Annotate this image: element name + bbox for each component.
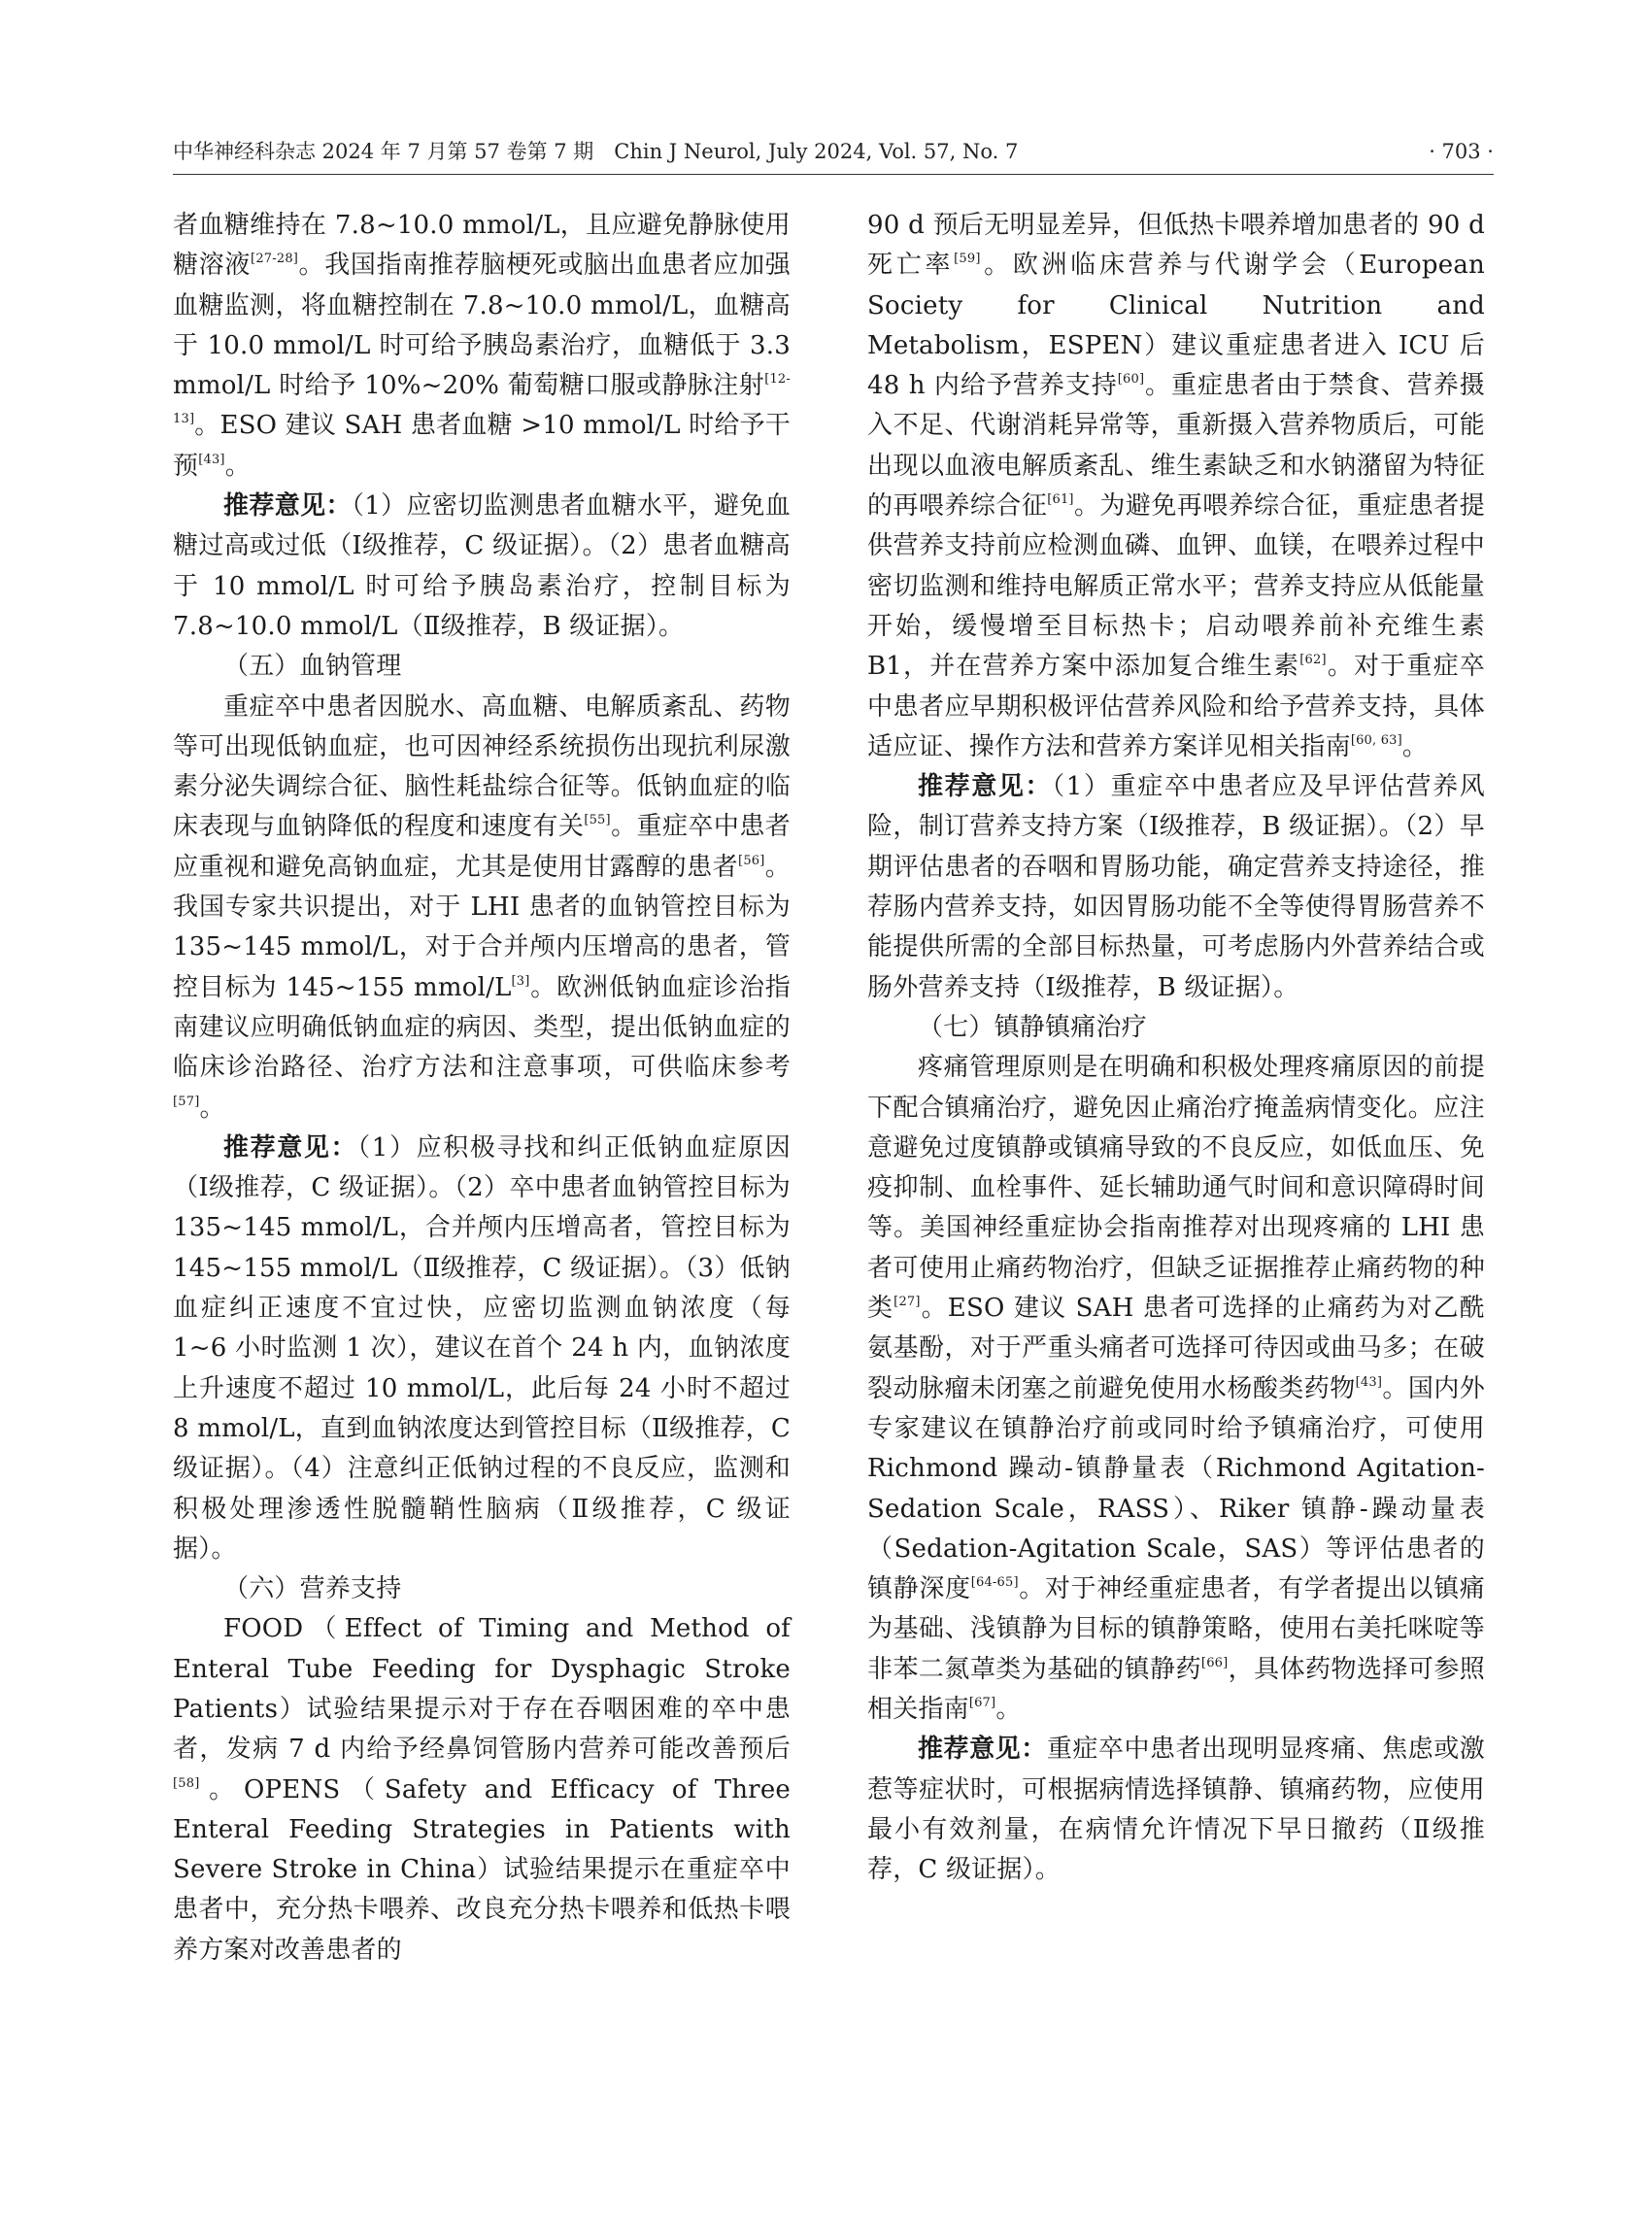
citation[interactable]: [57] (173, 1094, 200, 1109)
recommendation-label: 推荐意见： (223, 1132, 358, 1163)
recommendation-label: 推荐意见： (918, 772, 1053, 802)
section-heading-nutrition: （六）营养支持 (223, 1574, 402, 1604)
paragraph-glucose-tail: 者血糖维持在 7.8~10.0 mmol/L，且应避免静脉使用糖溶液[27-28]。我国指南推荐脑梗死或脑出血患者应加强血糖监测，将血糖控制在 7.8~10.0 mmol/L，血糖高于 10.0 mmol/L 时可给予胰岛素治疗，血糖低于 3.3 mmol/L 时给予 10%~20% 葡萄糖口服或静脉注射[12-13]。ESO 建议 SAH 患者血糖 >10 mmol/L 时给予干预[43]。 (173, 211, 791, 481)
recommendation-sodium: 推荐意见：（1）应积极寻找和纠正低钠血症原因（Ⅰ级推荐，C 级证据）。（2）卒中患者血钠管控目标为 135~145 mmol/L，合并颅内压增高者，管控目标为 145~155 mmol/L（Ⅱ级推荐，C 级证据）。（3）低钠血症纠正速度不宜过快，应密切监测血钠浓度（每 1~6 小时监测 1 次），建议在首个 24 h 内，血钠浓度上升速度不超过 10 mmol/L，此后每 24 小时不超过 8 mmol/L，直到血钠浓度达到管控目标（Ⅱ级推荐，C 级证据）。（4）注意纠正低钠过程的不良反应，监测和积极处理渗透性脱髓鞘性脑病（Ⅱ级推荐，C 级证据）。 (173, 1132, 791, 1564)
citation[interactable]: [3] (511, 973, 530, 989)
section-heading-sodium: （五）血钠管理 (223, 652, 402, 682)
citation[interactable]: [27-28] (251, 252, 299, 267)
paragraph-sodium: 重症卒中患者因脱水、高血糖、电解质紊乱、药物等可出现低钠血症，也可因神经系统损伤出现抗利尿激素分泌失调综合征、脑性耗盐综合征等。低钠血症的临床表现与血钠降低的程度和速度有关[55]。重症卒中患者应重视和避免高钠血症，尤其是使用甘露醇的患者[56]。我国专家共识提出，对于 LHI 患者的血钠管控目标为 135~145 mmol/L，对于合并颅内压增高的患者，管控目标为 145~155 mmol/L[3]。欧洲低钠血症诊治指南建议应明确低钠血症的病因、类型，提出低钠血症的临床诊治路径、治疗方法和注意事项，可供临床参考[57]。 (173, 691, 792, 1123)
paragraph-nutrition: FOOD（Effect of Timing and Method of Enteral Tube Feeding for Dysphagic Stroke Patients）试验结果提示对于存在吞咽困难的卒中患者，发病 7 d 内给予经鼻饲管肠内营养可能改善预后[58]。OPENS（Safety and Efficacy of Three Enteral Feeding Strategies in Patients with Severe Stroke in China）试验结果提示在重症卒中患者中，充分热卡喂养、改良充分热卡喂养和低热卡喂养方案对改善患者的 (173, 1614, 791, 1965)
citation[interactable]: [43] (1355, 1374, 1383, 1390)
right-column (867, 206, 1485, 1890)
citation[interactable]: [60] (1117, 372, 1145, 388)
journal-citation: 中华神经科杂志 2024 年 7 月第 57 卷第 7 期 Chin J Neurol, July 2024, Vol. 57, No. 7 (173, 140, 1019, 163)
citation[interactable]: [12-13] (173, 372, 791, 427)
citation[interactable]: [61] (1047, 492, 1074, 508)
section-heading-sedation: （七）镇静镇痛治疗 (918, 1012, 1147, 1042)
citation[interactable]: [56] (738, 853, 765, 868)
recommendation-nutrition: 推荐意见：（1）重症卒中患者应及早评估营养风险，制订营养支持方案（Ⅰ级推荐，B 级证据）。（2）早期评估患者的吞咽和胃肠功能，确定营养支持途径，推荐肠内营养支持，如因胃肠功能不全等使得胃肠营养不能提供所需的全部目标热量，可考虑肠内外营养结合或肠外营养支持（Ⅰ级推荐，B 级证据）。 (867, 772, 1485, 1002)
recommendation-sedation: 推荐意见：重症卒中患者出现明显疼痛、焦虑或激惹等症状时，可根据病情选择镇静、镇痛药物，应使用最小有效剂量，在病情允许情况下早日撤药（Ⅱ级推荐，C 级证据）。 (867, 1735, 1485, 1885)
citation[interactable]: [60, 63] (1350, 732, 1402, 748)
citation[interactable]: [67] (968, 1695, 996, 1710)
citation[interactable]: [59] (954, 252, 981, 267)
citation[interactable]: [66] (1200, 1655, 1229, 1670)
paragraph-nutrition-continued: 90 d 预后无明显差异，但低热卡喂养增加患者的 90 d 死亡率[59]。欧洲临床营养与代谢学会（European Society for Clinical Nutrition and Metabolism，ESPEN）建议重症患者进入 ICU 后 48 h 内给予营养支持[60]。重症患者由于禁食、营养摄入不足、代谢消耗异常等，重新摄入营养物质后，可能出现以血液电解质紊乱、维生素缺乏和水钠潴留为特征的再喂养综合征[61]。为避免再喂养综合征，重症患者提供营养支持前应检测血磷、血钾、血镁，在喂养过程中密切监测和维持电解质正常水平；营养支持应从低能量开始，缓慢增至目标热卡；启动喂养前补充维生素 B1，并在营养方案中添加复合维生素[62]。对于重症卒中患者应早期积极评估营养风险和给予营养支持，具体适应证、操作方法和营养方案详见相关指南[60, 63]。 (867, 211, 1486, 761)
citation[interactable]: [43] (198, 452, 225, 467)
left-column (173, 206, 791, 1971)
paragraph-sedation: 疼痛管理原则是在明确和积极处理疼痛原因的前提下配合镇痛治疗，避免因止痛治疗掩盖病情变化。应注意避免过度镇静或镇痛导致的不良反应，如低血压、免疫抑制、血栓事件、延长辅助通气时间和意识障碍时间等。美国神经重症协会指南推荐对出现疼痛的 LHI 患者可使用止痛药物治疗，但缺乏证据推荐止痛药物的种类[27]。ESO 建议 SAH 患者可选择的止痛药为对乙酰氨基酚，对于严重头痛者可选择可待因或曲马多；在破裂动脉瘤未闭塞之前避免使用水杨酸类药物[43]。国内外专家建议在镇静治疗前或同时给予镇痛治疗，可使用 Richmond 躁动-镇静量表（Richmond Agitation-Sedation Scale，RASS）、Riker 镇静-躁动量表（Sedation-Agitation Scale，SAS）等评估患者的镇静深度[64-65]。对于神经重症患者，有学者提出以镇痛为基础、浅镇静为目标的镇静策略，使用右美托咪啶等非苯二氮䓬类为基础的镇静药[66]，具体药物选择可参照相关指南[67]。 (867, 1053, 1486, 1724)
recommendation-label: 推荐意见： (918, 1735, 1047, 1765)
running-header (173, 134, 1494, 169)
page-number: · 703 · (1429, 140, 1494, 163)
recommendation-glucose: 推荐意见：（1）应密切监测患者血糖水平，避免血糖过高或过低（Ⅰ级推荐，C 级证据）。（2）患者血糖高于 10 mmol/L 时可给予胰岛素治疗，控制目标为 7.8~10.0 mmol/L（Ⅱ级推荐，B 级证据）。 (173, 491, 791, 641)
citation[interactable]: [64-65] (970, 1575, 1019, 1591)
citation[interactable]: [27] (893, 1295, 921, 1310)
citation[interactable]: [62] (1299, 653, 1327, 668)
header-rule (173, 174, 1494, 175)
citation[interactable]: [55] (584, 813, 611, 828)
citation[interactable]: [58] (173, 1775, 200, 1791)
recommendation-label: 推荐意见： (223, 491, 352, 522)
